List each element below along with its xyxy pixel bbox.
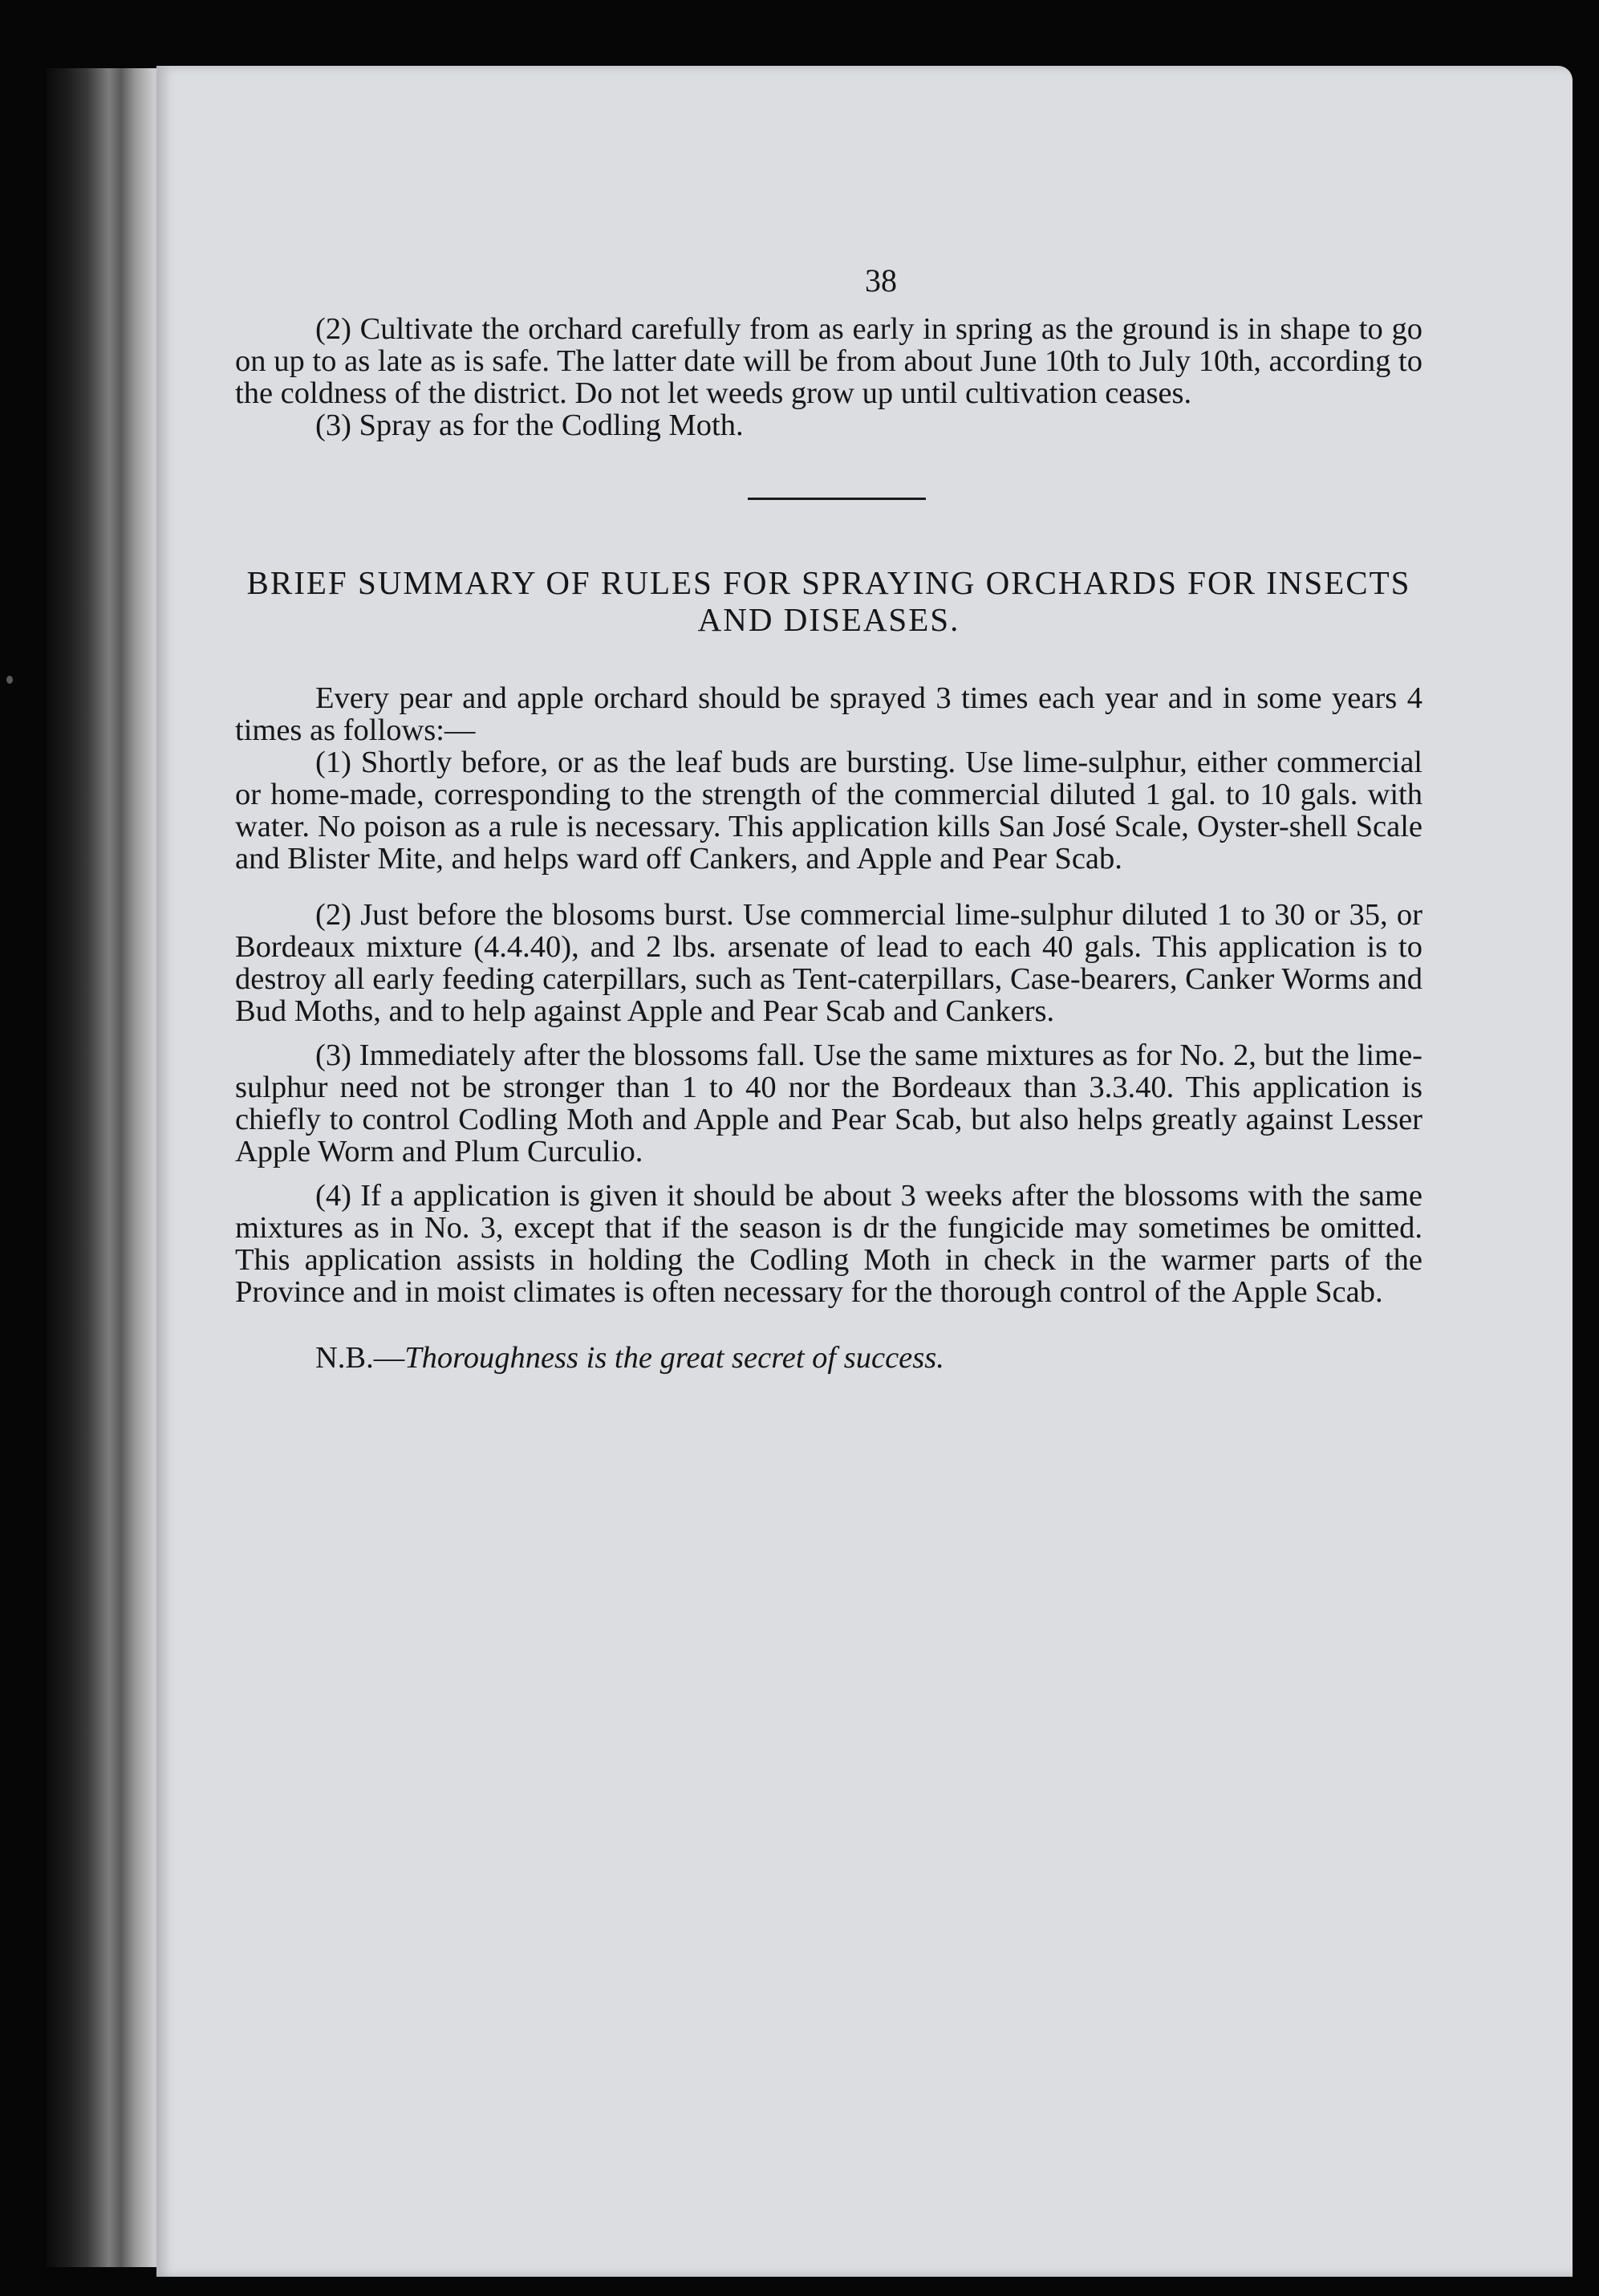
page-content [235, 262, 1422, 1375]
rule-1: (1) Shortly before, or as the leaf buds are bursting. Use lime-sulphur, either commercial or home-made, corresponding to the strength of the commercial diluted 1 gal. to 10 gals. with water. No poison as a rule is necessary. This application kills San José Scale, Oyster-shell Scale and Blister Mite, and helps ward off Cankers, and Apple and Pear Scab. [235, 746, 1422, 876]
rule-3: (3) Immediately after the blossoms fall. Use the same mixtures as for No. 2, but the lime-sulphur need not be stronger than 1 to 40 nor the Bordeaux than 3.3.40. This application is chiefly to control Codling Moth and Apple and Pear Scab, but also helps greatly against Lesser Apple Worm and Plum Curculio. [235, 1038, 1422, 1168]
section-heading: BRIEF SUMMARY OF RULES FOR SPRAYING ORCHARDS FOR INSECTS AND DISEASES. [246, 564, 1411, 638]
rule-4: (4) If a application is given it should be about 3 weeks after the blossoms with the same mixtures as in No. 3, except that if the season is dr the fungicide may sometimes be omitted. This application assists in holding the Codling Moth in check in the warmer parts of the Province and in moist climates is often necessary for the thorough control of the Apple Scab. [235, 1179, 1422, 1309]
book-binding-edge [47, 68, 167, 2267]
rule-2: (2) Just before the blosoms burst. Use commercial lime-sulphur diluted 1 to 30 or 35, or Bordeaux mixture (4.4.40), and 2 lbs. arsenate of lead to each 40 gals. This application is to destroy all early feeding caterpillars, such as Tent-caterpillars, Case-bearers, Canker Worms and Bud Moths, and to help against Apple and Pear Scab and Cankers. [235, 898, 1422, 1028]
nb-text: Thoroughness is the great secret of success. [404, 1341, 944, 1375]
nota-bene [235, 1342, 1422, 1374]
nb-label: N.B.— [315, 1341, 405, 1375]
paragraph-intro: Every pear and apple orchard should be sprayed 3 times each year and in some years 4 times as follows:— [235, 681, 1422, 747]
paragraph-spray-codling: (3) Spray as for the Codling Moth. [315, 408, 744, 442]
page-number: 38 [865, 262, 897, 299]
dust-speck [6, 676, 13, 684]
paragraph-cultivate: (2) Cultivate the orchard carefully from as early in spring as the ground is in shape to go on up to as late as is safe. The latter date will be from about June 10th to July 10th, according to the coldness of the district. Do not let weeds grow up until cultivation ceases. [235, 312, 1422, 410]
section-divider [748, 498, 926, 500]
